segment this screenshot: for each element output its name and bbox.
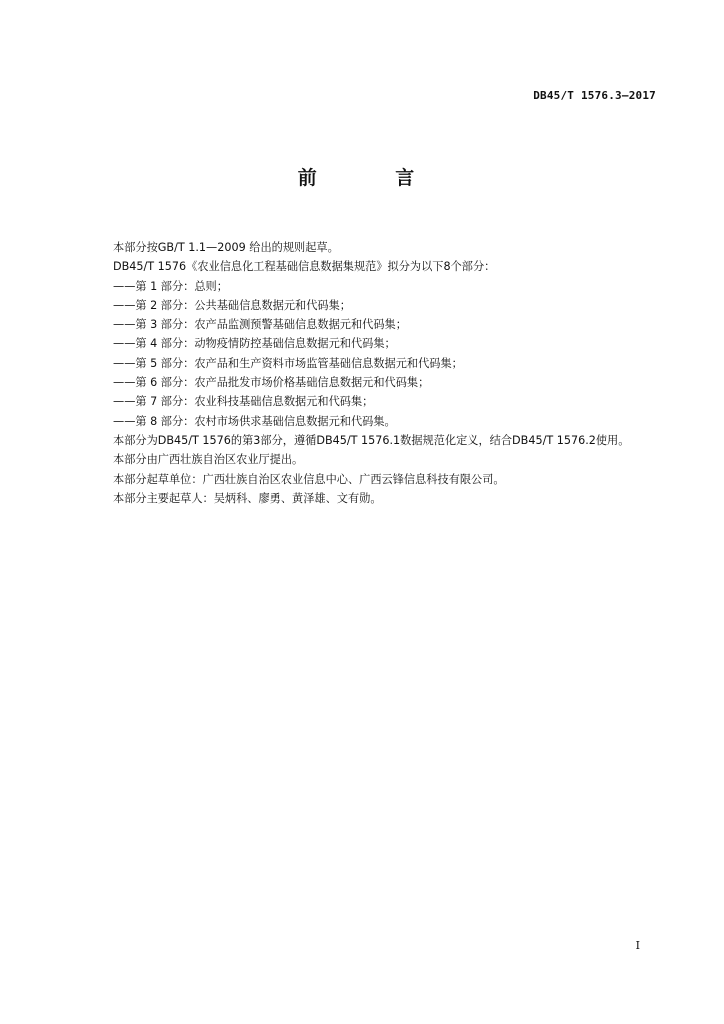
list-item-part-2: ——第 2 部分：公共基础信息数据元和代码集；	[113, 298, 351, 312]
list-item-part-3: ——第 3 部分：农产品监测预警基础信息数据元和代码集；	[113, 318, 407, 332]
paragraph-drafting-units: 本部分起草单位：广西壮族自治区农业信息中心、广西云锋信息科技有限公司。	[113, 472, 505, 486]
list-item-part-1: ——第 1 部分：总则；	[113, 279, 228, 293]
paragraph-proposer: 本部分由广西壮族自治区农业厅提出。	[113, 453, 304, 467]
standard-number: DB45/T 1576.3—2017	[533, 89, 656, 102]
paragraph-drafting-rules: 本部分按GB/T 1.1—2009 给出的规则起草。	[113, 241, 339, 254]
page-title: 前 言	[297, 167, 451, 189]
list-item-part-4: ——第 4 部分：动物疫情防控基础信息数据元和代码集；	[113, 337, 396, 351]
list-item-part-7: ——第 7 部分：农业科技基础信息数据元和代码集；	[113, 395, 374, 409]
list-item-part-8: ——第 8 部分：农村市场供求基础信息数据元和代码集。	[113, 414, 396, 428]
list-item-part-6: ——第 6 部分：农产品批发市场价格基础信息数据元和代码集；	[113, 376, 430, 390]
list-item-part-5: ——第 5 部分：农产品和生产资料市场监管基础信息数据元和代码集；	[113, 356, 463, 370]
paragraph-part-relation: 本部分为DB45/T 1576的第3部分，遵循DB45/T 1576.1数据规范化定义，结合DB45/T 1576.2使用。	[113, 433, 630, 447]
page-number: I	[635, 939, 640, 952]
paragraph-parts-intro: DB45/T 1576《农业信息化工程基础信息数据集规范》拟分为以下8个部分：	[113, 260, 496, 274]
paragraph-drafters: 本部分主要起草人：吴炳科、廖勇、黄泽雄、文有勋。	[113, 491, 382, 505]
foreword-body	[113, 238, 673, 508]
